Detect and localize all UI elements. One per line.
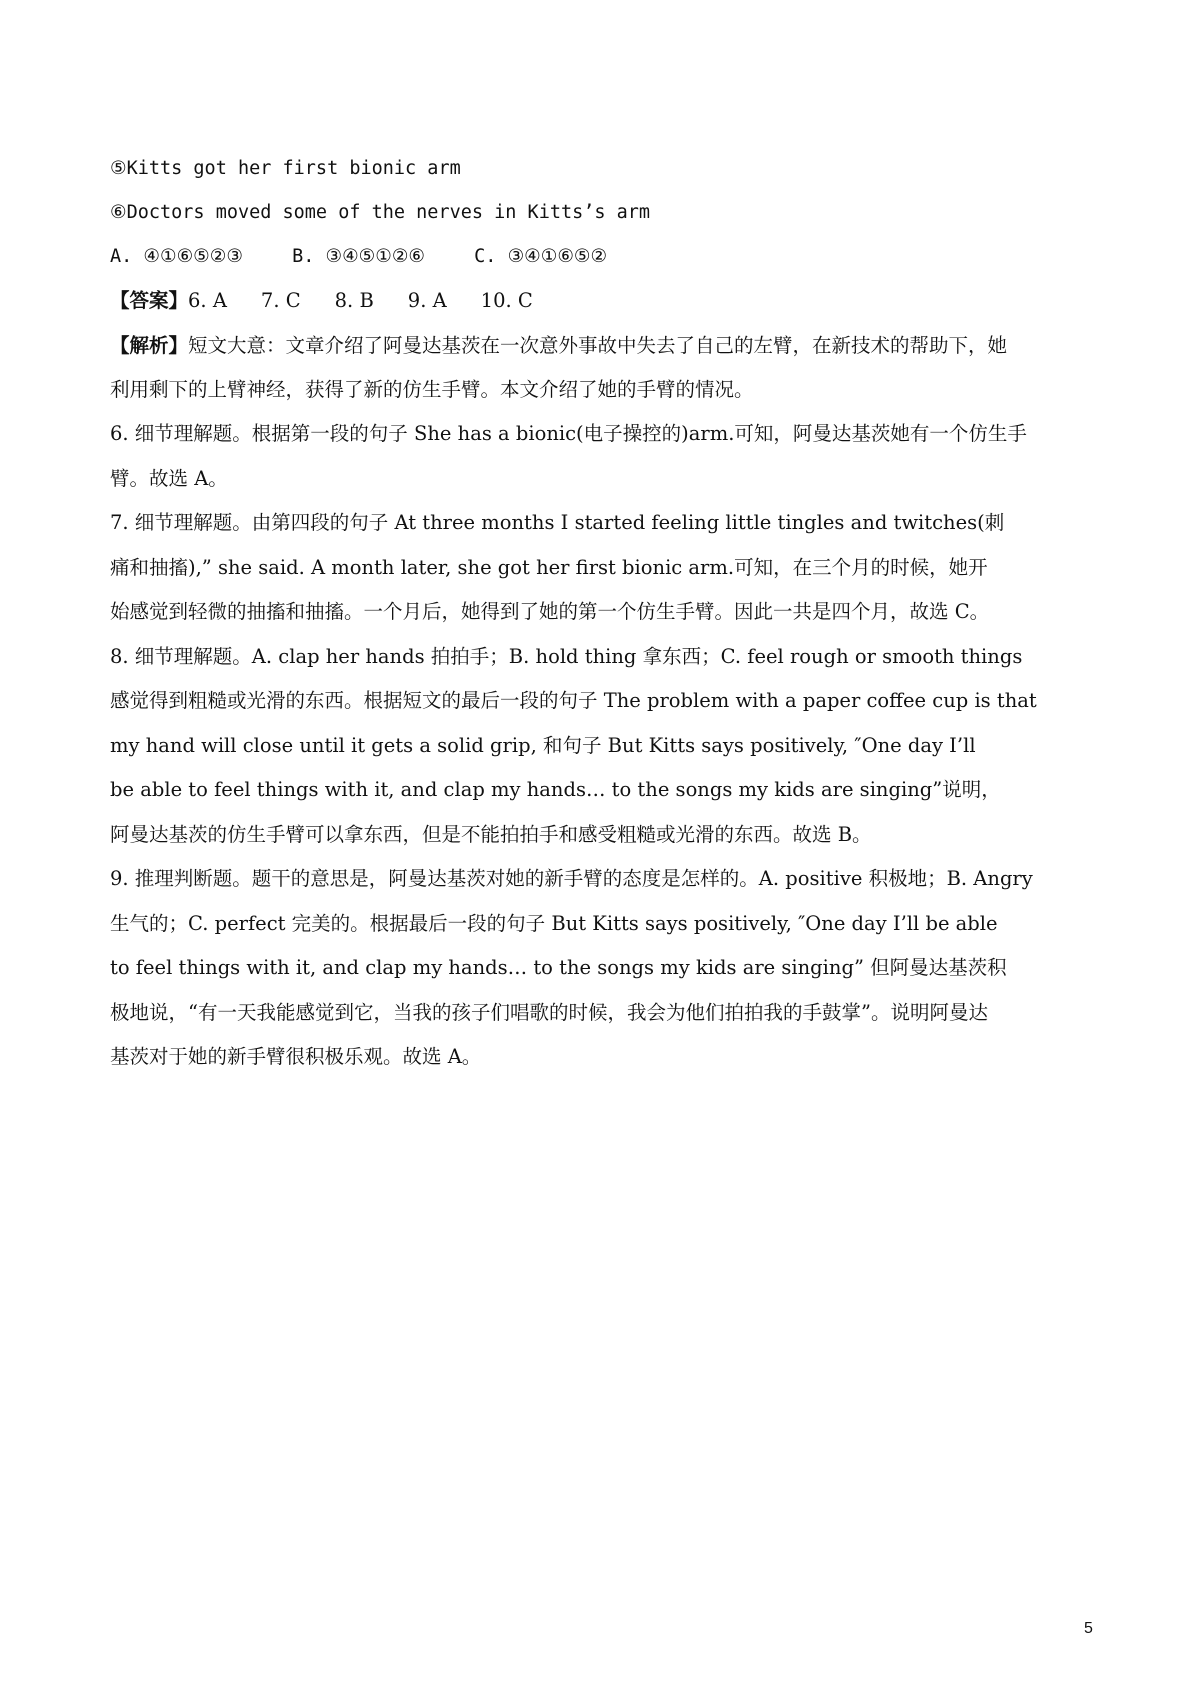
answer-10: 10. C: [480, 289, 533, 312]
analysis-line-1: 【解析】短文大意：文章介绍了阿曼达基茨在一次意外事故中失去了自己的左臂，在新技术的帮助下，她: [110, 334, 1008, 357]
answer-8: 8. B: [334, 289, 374, 312]
analysis-line-7: 始感觉到轻微的抽搐和抽搐。一个月后，她得到了她的第一个仿生手臂。因此一共是四个月，故选 C。: [110, 600, 990, 623]
answer-label: 【答案】: [110, 289, 189, 312]
answer-key: [110, 286, 1100, 316]
analysis-line-14: 生气的；C. perfect 完美的。根据最后一段的句子 But Kitts says positively, ″One day I’ll be able: [110, 912, 998, 935]
option-c: C. ③④①⑥⑤②: [474, 246, 608, 267]
analysis-line-9: 感觉得到粗糙或光滑的东西。根据短文的最后一段的句子 The problem with a paper coffee cup is that: [110, 689, 1037, 712]
answer-9: 9. A: [407, 289, 447, 312]
analysis-line-11: be able to feel things with it, and clap my hands… to the songs my kids are singing”说明，: [110, 778, 1001, 801]
analysis-line-2: 利用剩下的上臂神经，获得了新的仿生手臂。本文介绍了她的手臂的情况。: [110, 378, 754, 401]
answer-options: [110, 242, 1100, 272]
analysis-line-6: 痛和抽搐),” she said. A month later, she got her first bionic arm.可知，在三个月的时候，她开: [110, 556, 988, 579]
analysis-line-4: 臂。故选 A。: [110, 467, 228, 490]
sequence-item-5: ⑤Kitts got her first bionic arm: [110, 158, 461, 179]
analysis-label: 【解析】: [110, 334, 189, 357]
analysis-line-10: my hand will close until it gets a solid grip, 和句子 But Kitts says positively, ″One day I’ll: [110, 734, 976, 757]
page-number: 5: [1084, 1620, 1093, 1637]
option-b: B. ③④⑤①②⑥: [292, 246, 426, 267]
sequence-item-6: ⑥Doctors moved some of the nerves in Kitts’s arm: [110, 202, 651, 223]
analysis-line-15: to feel things with it, and clap my hands… to the songs my kids are singing” 但阿曼达基茨积: [110, 956, 1007, 979]
analysis-line-13: 9. 推理判断题。题干的意思是，阿曼达基茨对她的新手臂的态度是怎样的。A. positive 积极地；B. Angry: [110, 867, 1033, 890]
analysis-line-3: 6. 细节理解题。根据第一段的句子 She has a bionic(电子操控的)arm.可知，阿曼达基茨她有一个仿生手: [110, 422, 1027, 445]
analysis-line-12: 阿曼达基茨的仿生手臂可以拿东西，但是不能拍拍手和感受粗糙或光滑的东西。故选 B。: [110, 823, 872, 846]
analysis-line-16: 极地说，“有一天我能感觉到它，当我的孩子们唱歌的时候，我会为他们拍拍我的手鼓掌”。说明阿曼达: [110, 1001, 988, 1024]
analysis-line-8: 8. 细节理解题。A. clap her hands 拍拍手；B. hold thing 拿东西；C. feel rough or smooth things: [110, 645, 1023, 668]
analysis-line-5: 7. 细节理解题。由第四段的句子 At three months I started feeling little tingles and twitches(刺: [110, 511, 1005, 534]
answer-6: 6. A: [188, 289, 227, 312]
answer-7: 7. C: [260, 289, 301, 312]
analysis-line-17: 基茨对于她的新手臂很积极乐观。故选 A。: [110, 1045, 482, 1068]
option-a: A. ④①⑥⑤②③: [110, 246, 243, 267]
